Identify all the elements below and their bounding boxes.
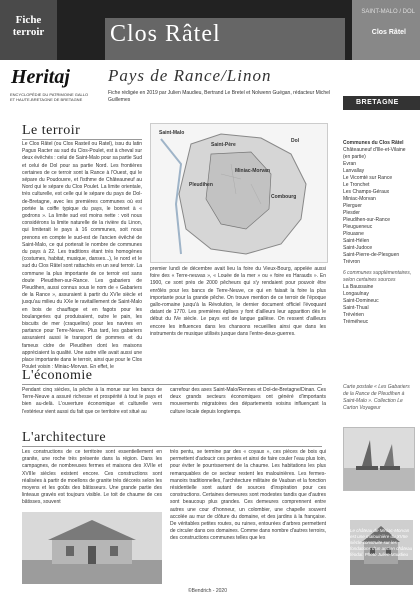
commune-7: Plerguer xyxy=(343,203,362,209)
extra-commune-3: Saint-Thual xyxy=(343,305,369,311)
map-label-miniac: Miniac-Morvan xyxy=(235,168,271,174)
map-label-saint-malo: Saint-Malo xyxy=(159,130,185,136)
map-clos-ratel xyxy=(150,123,328,263)
economie-col-1: Pendant cinq siècles, la pêche à la morue sur les bancs de Terre-Neuve a assuré richesse et prospérité à tout le pays et bien au-delà. L'ouverture économique et culturelle vers l'extérieur vient aussi du fait que ce territoire est situé au xyxy=(22,387,162,415)
divider xyxy=(22,384,322,385)
terroir-col-1: Le Clos Râtel (ou Clos Rasteil ou Ratel), issu du latin Pagus Racter au sud du Clos-Poulet, est à cheval sur deux évêchés : celui de Saint-Malo pour sa partie Sud et celui de Dol pour sa partie Nord. Les frontières certaines de ce terroir sont la Rance à l'Ouest, qui le sépare du Poudouvre, et l'isthme de Châteauneuf au Nord qui le sépare du Clos Poulet. La limite orientale, très culturelle, est celle qui le sépare du pays de Dol-de-Bretagne, avec les premières communes où est portée la coiffe typique du pays, le bonnet à « godrons ». La limite sud est moins nette : voit nous considérons la limite naturelle de la rivière du Linon, qui limiterait le pays à 16 communes, soit nous prenons en compte le sud-est de l'ancien évêché de Saint-Malo, ce qui porterait le nombre de communes du pays à 22. Les traditions étant très homogènes (costumes, habitat, musique, danses...), le nord et le sud du Clos Râtel sont rattachés en un seul terroir. La commune la plus importante de ce terroir est sans doute Pleudihen-sur-Rance. Les gabariers de Pleudihen, aussi connus sous le nom de « Gabariers de la Rance », assuraient à partir du XVIe siècle et jusqu'au milieu du XXe le ravitaillement de Saint-Malo en bois de chauffage et en fagots pour les boulangeries qui produisaient, outre le pain, les biscuits de mer (craquelins) pour les navires en partance pour Terre-Neuve. Plus tard, les gabariers assuraient aussi le transport de pommes et du fameux cidre de Pleudihen dont les maisons appréciaient la qualité. Une autre ville avait aussi une place importante dans le terroir, ainsi que pour le Clos Poulet voisin : Miniac-Morvan. En effet, le xyxy=(22,141,142,371)
extra-commune-1: Longaulnay xyxy=(343,291,369,297)
side-location: SAINT-MALO / DOL xyxy=(361,9,415,15)
photo-gabariers xyxy=(343,427,415,491)
region-tag: BRETAGNE xyxy=(356,99,399,106)
photo-gabariers-graphic xyxy=(344,428,414,490)
fiche-terroir-badge xyxy=(0,0,57,60)
commune-12: Saint-Hélen xyxy=(343,238,370,244)
photo-architecture xyxy=(22,512,162,584)
map-label-dol: Dol xyxy=(291,138,300,144)
map-label-saint-pere: Saint-Père xyxy=(211,142,236,148)
commune-5: Les Champs-Géraux xyxy=(343,189,390,195)
side-name: Clos Râtel xyxy=(371,29,406,36)
photo-caption-2: Le château de Miniac-Morvan est une malouinière du XVIIe siècle construite sur les fondations d'un ancien château féodal. Photo Julien Maudieu xyxy=(350,528,413,557)
architecture-col-2: très pentu, se termine par des « coyaux », ces pièces de bois qui permettent d'adoucir ces pentes et ainsi de faire couler l'eau plus loin, pour éviter le pourrissement de la chaume. Les habitations les plus remarquables de ce secteur restent les malouinières. Les fermes-manoirs traditionnelles, l'architecture militaire de Vauban et la fonction résidentielle sont autant de sources d'inspiration pour ces constructions. Certaines demeures sont modestes tandis que d'autres sont beaucoup plus grandes. Ces demeures comprennent entre autres une cour d'honneur, un colombier, une chapelle souvent accolée au mur de clôture du domaine, et des jardins à la française. De véritables petites routes, ou ruines, entourées d'arbres permettent de circuler dans ces domaines. Comme dans nombre d'autres terroirs, des constructions communes telles que les xyxy=(170,449,326,542)
architecture-col-1: Les constructions de ce territoire sont essentiellement en granite, une roche très présente dans la région. Dans les campagnes, de nombreuses fermes et maisons des XVIIe et XVIIIe siècles existent encore. Ces constructions sont réalisées à partir de moellons de granite très décorés selon les moyens et les goûts des bâtisseurs. Une grande partie des linteaux gravés est toujours visible. Le toit de chaume de ces bâtisses, souvent xyxy=(22,449,162,506)
section-title-architecture: L'architecture xyxy=(22,430,107,445)
economie-col-2: carrefour des axes Saint-Malo/Rennes et Dol-de-Bretagne/Dinan. Ces deux grands secteurs économiques ont généré d'importants mouvements migratoires des départements voisins influençant la culture locale depuis longtemps. xyxy=(170,387,326,415)
section-title-economie: L'économie xyxy=(22,368,93,383)
commune-8: Plesder xyxy=(343,210,360,216)
divider xyxy=(22,446,322,447)
commune-3: Le Vicomté sur Rance xyxy=(343,175,393,181)
commune-15: Trévron xyxy=(343,259,361,265)
extra-commune-5: Tréméheuc xyxy=(343,319,369,325)
extra-commune-4: Trévérien xyxy=(343,312,364,318)
footer-credit: ©Bendrich - 2020 xyxy=(188,588,227,594)
commune-11: Plouasne xyxy=(343,231,364,237)
extra-commune-0: La Baussaine xyxy=(343,284,374,290)
commune-0: Châteauneuf d'Ille-et-Vilaine (en partie) xyxy=(343,147,406,160)
fiche-line-2: terroir xyxy=(12,26,45,38)
page-title: Clos Râtel xyxy=(110,21,221,47)
commune-14: Saint-Pierre-de-Plesguen xyxy=(343,252,400,258)
commune-2: Lanvallay xyxy=(343,168,365,174)
heritaj-logo: Heritaj xyxy=(11,66,70,88)
photo-caption-1: Carte postale « Les Gabariers de la Rance de Pleudihen à Saint-Malo ». Collection Le Carton Voyageur xyxy=(343,384,410,411)
sidebar-communes xyxy=(343,140,413,326)
map-label-pleudihen: Pleudihen xyxy=(189,182,213,188)
map-graphic xyxy=(151,124,327,262)
divider xyxy=(22,139,142,140)
sidebar-extra-note: 6 communes supplémentaires, selon certaines sources xyxy=(343,270,412,283)
commune-13: Saint-Judoce xyxy=(343,245,373,251)
commune-9: Pleudihen-sur-Rance xyxy=(343,217,390,223)
credits: Fiche rédigée en 2019 par Julien Maudieu, Bertrand Le Bretel et Nolwenn Guégan, rédacteur Michel Guillemes xyxy=(108,90,331,103)
terroir-col-2: premier lundi de décembre avait lieu la foire du Vieux-Bourg, appelée aussi foire des « Terre-neuvas », « Louée de la mer » ou « foire es Harauds ». En 1900, ce sont près de 2000 pêcheurs qui s'y rendaient pour pouvoir être enrôlés pour les bancs de Terre-Neuve, ce qui en faisait la foire la plus importante pour la grande pêche. On trouve mention de ce terroir de l'époque gallo-romaine jusqu'à la Révolution, le dernier document officiel l'évoquant datant de 1770. Les premières églises y font d'ailleurs leur apparition dès le début du IVe siècle. Le pays est de langue gallèse. On ressent d'ailleurs encore les influences dans les chansons recueillies ainsi que dans les instruments de musique utilisés jusque dans l'entre-deux-guerres. xyxy=(150,266,326,337)
section-title-terroir: Le terroir xyxy=(22,123,81,138)
commune-1: Evran xyxy=(343,161,357,167)
commune-6: Miniac-Morvan xyxy=(343,196,376,202)
page-subtitle: Pays de Rance/Linon xyxy=(108,66,272,85)
sidebar-intro: Communes du Clos Râtel xyxy=(343,140,404,146)
fiche-line-1: Fiche xyxy=(15,14,42,26)
photo-architecture-graphic xyxy=(22,512,162,584)
map-label-combourg: Combourg xyxy=(271,194,297,200)
extra-commune-2: Saint-Domineuc xyxy=(343,298,379,304)
commune-10: Pleugueneuc xyxy=(343,224,373,230)
logo-tagline: ENCYCLOPÉDIE DU PATRIMOINE GALLO ET HAUTE-BRETAGNE DE BRETAGNE xyxy=(10,92,89,102)
commune-4: Le Tronchet xyxy=(343,182,370,188)
